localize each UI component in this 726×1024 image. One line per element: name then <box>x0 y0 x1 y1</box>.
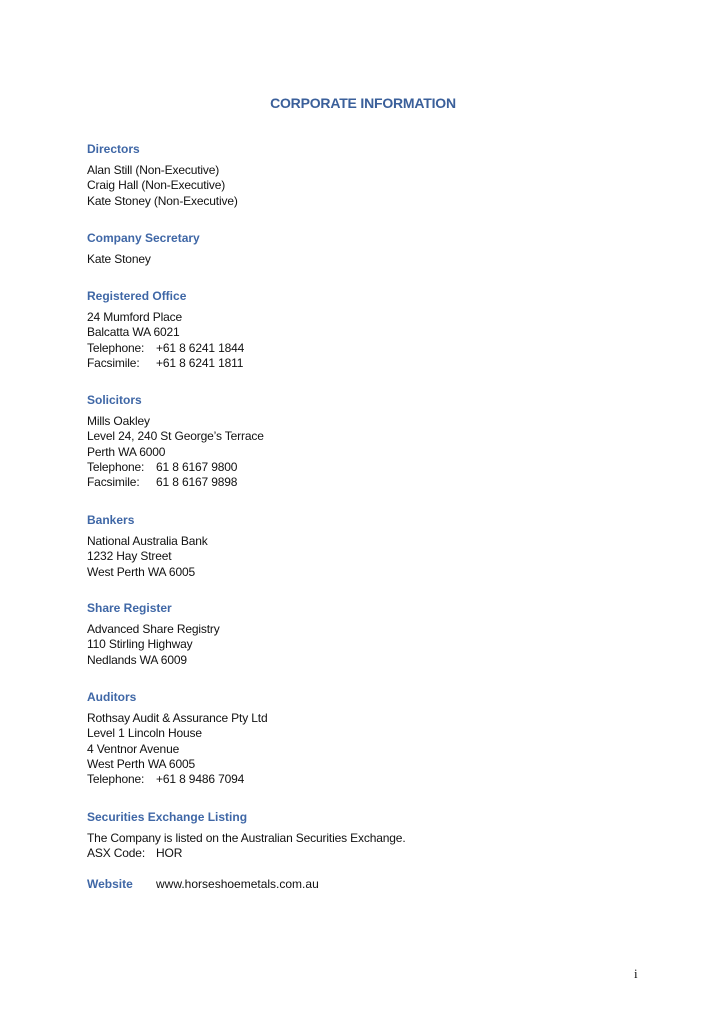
asx-code-label: ASX Code: <box>87 846 146 861</box>
address-line: 110 Stirling Highway <box>87 637 193 652</box>
facsimile-label: Facsimile: <box>87 475 140 490</box>
telephone-value: +61 8 9486 7094 <box>156 772 245 787</box>
directors-section <box>87 142 687 209</box>
bankers-heading: Bankers <box>87 513 135 527</box>
telephone-label: Telephone: <box>87 772 145 787</box>
facsimile-value: +61 8 6241 1811 <box>156 355 244 370</box>
address-line: Level 24, 240 St George’s Terrace <box>87 429 264 444</box>
address-line: Nedlands WA 6009 <box>87 652 187 667</box>
directors-heading: Directors <box>87 142 140 156</box>
address-line: 24 Mumford Place <box>87 310 182 324</box>
company-secretary-section <box>87 231 687 267</box>
address-line: Perth WA 6000 <box>87 444 166 459</box>
bankers-section <box>87 513 687 580</box>
address-line: Rothsay Audit & Assurance Pty Ltd <box>87 711 268 725</box>
auditors-heading: Auditors <box>87 690 137 704</box>
facsimile-value: 61 8 6167 9898 <box>156 475 238 490</box>
website-heading: Website <box>87 877 133 891</box>
director-line: Alan Still (Non-Executive) <box>87 163 220 177</box>
asx-code-value: HOR <box>156 846 183 861</box>
facsimile-line <box>87 475 687 490</box>
telephone-value: 61 8 6167 9800 <box>156 459 238 474</box>
telephone-label: Telephone: <box>87 459 145 474</box>
address-line: Advanced Share Registry <box>87 622 220 636</box>
director-line: Kate Stoney (Non-Executive) <box>87 193 238 208</box>
listing-section <box>87 810 687 862</box>
page-title: CORPORATE INFORMATION <box>270 95 456 111</box>
telephone-line <box>87 341 687 356</box>
telephone-line <box>87 460 687 475</box>
address-line: Balcatta WA 6021 <box>87 325 180 340</box>
facsimile-label: Facsimile: <box>87 355 140 370</box>
company-secretary-line: Kate Stoney <box>87 252 151 266</box>
address-line: 1232 Hay Street <box>87 549 172 564</box>
address-line: West Perth WA 6005 <box>87 564 196 579</box>
address-line: 4 Ventnor Avenue <box>87 741 180 756</box>
address-line: Mills Oakley <box>87 414 150 428</box>
address-line: West Perth WA 6005 <box>87 756 196 771</box>
website-link[interactable]: www.horseshoemetals.com.au <box>156 877 319 891</box>
listing-heading: Securities Exchange Listing <box>87 810 248 824</box>
address-line: Level 1 Lincoln House <box>87 726 202 741</box>
share-register-section <box>87 601 687 668</box>
company-secretary-heading: Company Secretary <box>87 231 200 245</box>
solicitors-heading: Solicitors <box>87 393 142 407</box>
telephone-value: +61 8 6241 1844 <box>156 340 245 355</box>
telephone-line <box>87 772 687 787</box>
director-line: Craig Hall (Non-Executive) <box>87 178 226 193</box>
listing-line: The Company is listed on the Australian Securities Exchange. <box>87 831 406 845</box>
share-register-heading: Share Register <box>87 601 172 615</box>
page-number: i <box>634 966 638 981</box>
facsimile-line <box>87 356 687 371</box>
registered-office-heading: Registered Office <box>87 289 187 303</box>
website-section <box>87 877 319 892</box>
solicitors-section <box>87 393 687 490</box>
registered-office-section <box>87 289 687 371</box>
asx-code-line <box>87 846 687 861</box>
address-line: National Australia Bank <box>87 534 208 548</box>
telephone-label: Telephone: <box>87 340 145 355</box>
auditors-section <box>87 690 687 787</box>
